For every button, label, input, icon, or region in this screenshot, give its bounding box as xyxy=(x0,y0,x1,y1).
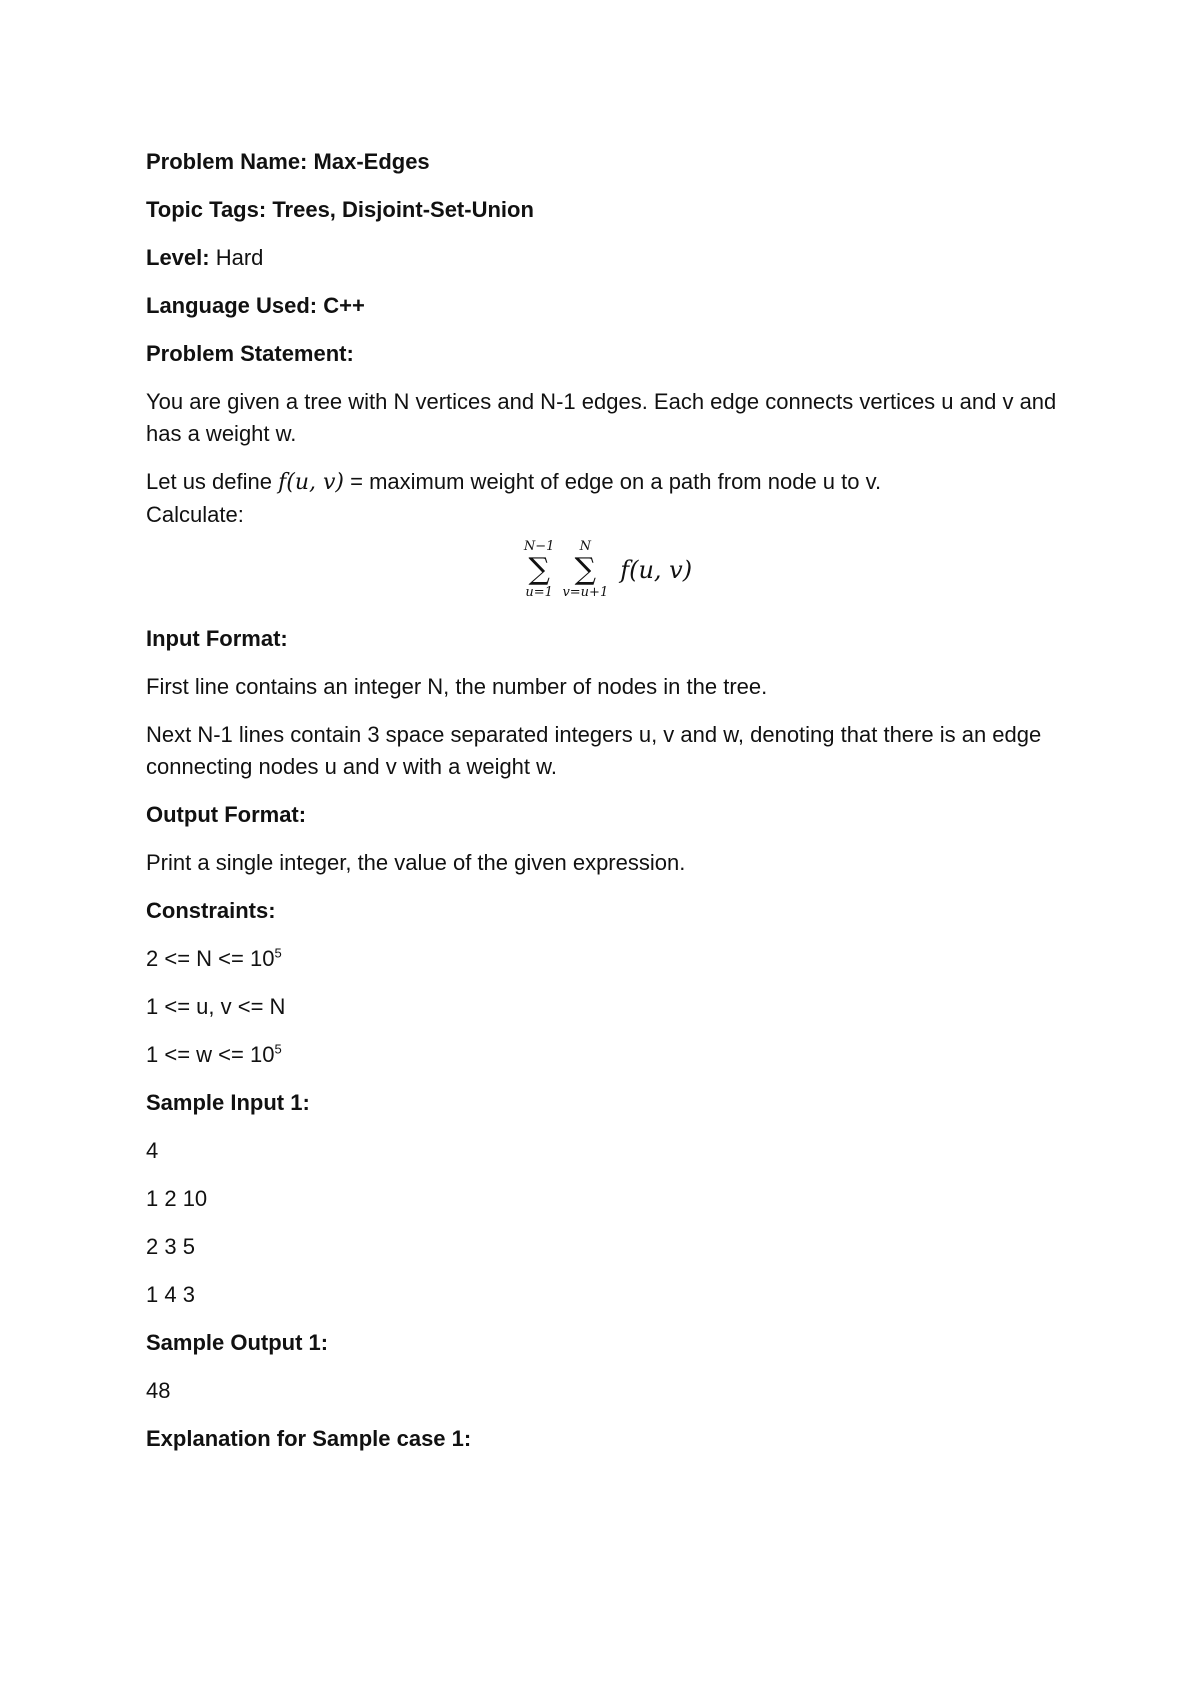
statement-paragraph-2 xyxy=(146,466,1066,531)
output-format-heading: Output Format: xyxy=(146,802,307,827)
outer-summation xyxy=(524,539,555,601)
constraint-2: 1 <= u, v <= N xyxy=(146,994,286,1019)
topic-tags-value: Trees, Disjoint-Set-Union xyxy=(272,197,534,222)
language-used xyxy=(146,290,1066,322)
sigma-symbol: ∑ xyxy=(528,552,550,587)
constraint-1-exponent: 5 xyxy=(274,945,282,961)
topic-tags-label: Topic Tags: xyxy=(146,197,267,222)
sample-output-heading: Sample Output 1: xyxy=(146,1330,329,1355)
document-page xyxy=(146,146,1066,1471)
definition-prefix: Let us define xyxy=(146,469,272,494)
inner-lower-limit: v=u+1 xyxy=(562,585,609,600)
level-value: Hard xyxy=(215,245,264,270)
constraint-3 xyxy=(146,1039,1066,1071)
constraints-heading: Constraints: xyxy=(146,898,276,923)
input-format-line-2: Next N-1 lines contain 3 space separated integers u, v and w, denoting that there is an edge connecting nodes u and v with a weight w. xyxy=(146,722,1042,779)
input-format-line-1: First line contains an integer N, the number of nodes in the tree. xyxy=(146,674,768,699)
definition-suffix: = maximum weight of edge on a path from node u to v. xyxy=(350,469,882,494)
summand: f(u, v) xyxy=(620,556,693,584)
level-label: Level: xyxy=(146,245,210,270)
outer-lower-limit: u=1 xyxy=(525,585,553,600)
input-format-heading: Input Format: xyxy=(146,626,288,651)
inner-upper-limit: N xyxy=(579,539,592,554)
sigma-symbol: ∑ xyxy=(574,552,597,587)
language-label: Language Used: xyxy=(146,293,318,318)
problem-name-value: Max-Edges xyxy=(313,149,430,174)
language-value: C++ xyxy=(323,293,365,318)
statement-paragraph-1: You are given a tree with N vertices and N-1 edges. Each edge connects vertices u and v and has a weight w. xyxy=(146,389,1057,446)
problem-name xyxy=(146,146,1066,178)
level xyxy=(146,242,1066,274)
constraint-1-base: 2 <= N <= 10 xyxy=(146,946,275,971)
sample-input-line: 1 2 10 xyxy=(146,1186,208,1211)
summation-formula xyxy=(146,539,1066,601)
sample-input-line: 4 xyxy=(146,1138,159,1163)
sample-input-line: 1 4 3 xyxy=(146,1282,195,1307)
explanation-heading: Explanation for Sample case 1: xyxy=(146,1426,472,1451)
sample-input-line: 2 3 5 xyxy=(146,1234,195,1259)
topic-tags xyxy=(146,194,1066,226)
problem-statement-heading: Problem Statement: xyxy=(146,341,354,366)
output-format-line-1: Print a single integer, the value of the given expression. xyxy=(146,850,686,875)
function-notation: f(u, v) xyxy=(278,470,345,495)
calculate-label: Calculate: xyxy=(146,502,244,527)
constraint-3-base: 1 <= w <= 10 xyxy=(146,1042,275,1067)
sample-output-value: 48 xyxy=(146,1378,171,1403)
sample-input-heading: Sample Input 1: xyxy=(146,1090,310,1115)
outer-upper-limit: N−1 xyxy=(523,539,555,554)
inner-summation xyxy=(562,539,608,601)
constraint-1 xyxy=(146,943,1066,975)
problem-name-label: Problem Name: xyxy=(146,149,308,174)
constraint-3-exponent: 5 xyxy=(274,1041,282,1057)
